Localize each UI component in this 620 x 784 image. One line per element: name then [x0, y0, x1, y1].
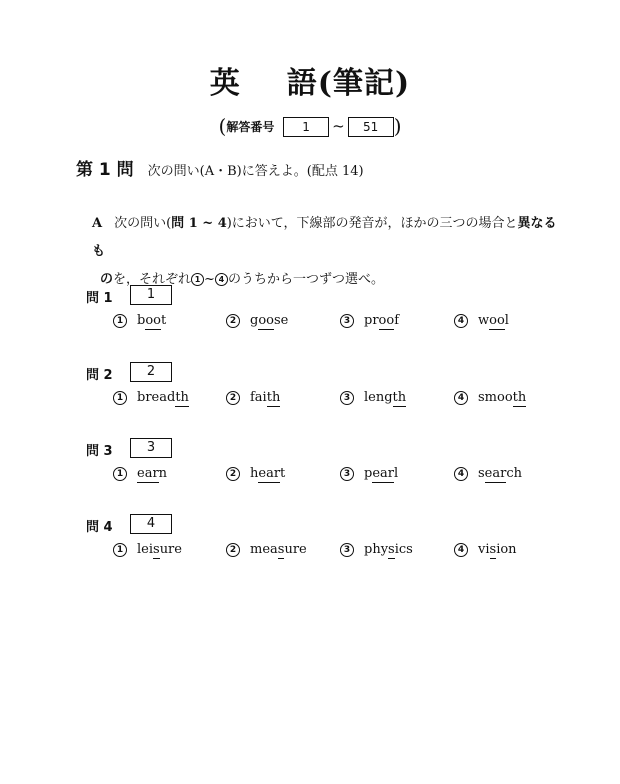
underlined-segment: oo [145, 313, 161, 328]
answer-option [454, 466, 522, 481]
underlined-segment: oo [489, 313, 505, 328]
answer-option [226, 542, 307, 557]
answer-option [454, 313, 509, 328]
answer-number-box: 1 [130, 285, 172, 305]
underlined-segment: ear [484, 466, 507, 481]
answer-number-label: 解答番号 [226, 120, 275, 134]
section-number: 第 1 問 [76, 160, 134, 180]
circled-number-icon: 4 [454, 391, 468, 405]
underlined-segment: ear [372, 466, 394, 481]
underlined-segment: th [266, 390, 281, 405]
circled-number-icon: 2 [226, 467, 240, 481]
option-word: boot [137, 313, 167, 328]
option-word: measure [250, 542, 307, 557]
circled-number-icon: 2 [226, 543, 240, 557]
circled-number-icon: 3 [340, 543, 354, 557]
underlined-segment: s [489, 542, 497, 557]
underlined-segment: oo [258, 313, 274, 328]
section-heading [76, 155, 364, 180]
circled-number-icon: 4 [454, 543, 468, 557]
answer-option [113, 390, 189, 405]
circled-number-icon: 2 [226, 391, 240, 405]
circled-number-icon: 1 [191, 273, 204, 286]
option-word: physics [364, 542, 413, 557]
question-label: 問 4 [86, 520, 113, 535]
circled-number-icon: 4 [215, 273, 228, 286]
answer-option [340, 466, 398, 481]
instruction-line-2: のを，それぞれ 1 ~ 4 のうちから一つずつ選べ。 [100, 272, 384, 287]
underlined-segment: s [277, 542, 285, 557]
answer-option [340, 313, 399, 328]
answer-option [340, 390, 406, 405]
answer-number-range: (解答番号 1 ~ 51 ) [218, 114, 402, 138]
option-word: wool [478, 313, 509, 328]
answer-option [113, 542, 182, 557]
option-word: goose [250, 313, 289, 328]
part-marker: A [92, 216, 103, 231]
answer-number-box: 2 [130, 362, 172, 382]
option-word: smooth [478, 390, 527, 405]
underlined-segment: th [175, 390, 189, 405]
option-word: proof [364, 313, 400, 328]
underlined-segment: s [388, 542, 395, 557]
title-part-2: 語(筆記) [286, 66, 411, 101]
answer-option [226, 313, 288, 328]
answer-option [340, 542, 413, 557]
question-label: 問 2 [86, 368, 113, 383]
option-word: breadth [137, 390, 189, 405]
answer-range-from-box: 1 [283, 117, 329, 137]
option-word: earn [137, 466, 168, 481]
underlined-segment: oo [378, 313, 395, 328]
circled-number-icon: 3 [340, 314, 354, 328]
option-word: vision [478, 542, 517, 557]
instruction-line-1: A 次の問い(問 1 ~ 4)において，下線部の発音が，ほかの三つの場合と異なるも [92, 216, 557, 259]
question-label: 問 3 [86, 444, 113, 459]
answer-option [454, 390, 526, 405]
question-label: 問 1 [86, 291, 113, 306]
underlined-segment: s [153, 542, 160, 557]
circled-number-icon: 3 [340, 391, 354, 405]
answer-number-box: 3 [130, 438, 172, 458]
answer-option [113, 466, 167, 481]
option-word: heart [250, 466, 286, 481]
answer-range-to-box: 51 [348, 117, 394, 137]
circled-number-icon: 2 [226, 314, 240, 328]
underlined-segment: th [512, 390, 527, 405]
section-description: 次の問い(A・B)に答えよ。(配点 14) [147, 164, 364, 179]
title-part-1: 英 [209, 66, 241, 101]
underlined-segment: ear [258, 466, 281, 481]
circled-number-icon: 4 [454, 467, 468, 481]
answer-option [226, 466, 285, 481]
circled-number-icon: 4 [454, 314, 468, 328]
answer-option [454, 542, 517, 557]
instruction-text [92, 210, 562, 294]
option-word: faith [250, 390, 281, 405]
page-title [0, 58, 620, 102]
underlined-segment: ear [137, 466, 159, 481]
circled-number-icon: 1 [113, 314, 127, 328]
option-word: leisure [137, 542, 182, 557]
answer-option [113, 313, 166, 328]
circled-number-icon: 1 [113, 391, 127, 405]
answer-number-box: 4 [130, 514, 172, 534]
circled-number-icon: 1 [113, 467, 127, 481]
circled-number-icon: 1 [113, 543, 127, 557]
option-word: pearl [364, 466, 399, 481]
option-word: search [478, 466, 522, 481]
circled-number-icon: 3 [340, 467, 354, 481]
option-word: length [364, 390, 407, 405]
answer-range-tilde: ~ [332, 117, 345, 135]
answer-option [226, 390, 280, 405]
underlined-segment: th [392, 390, 407, 405]
